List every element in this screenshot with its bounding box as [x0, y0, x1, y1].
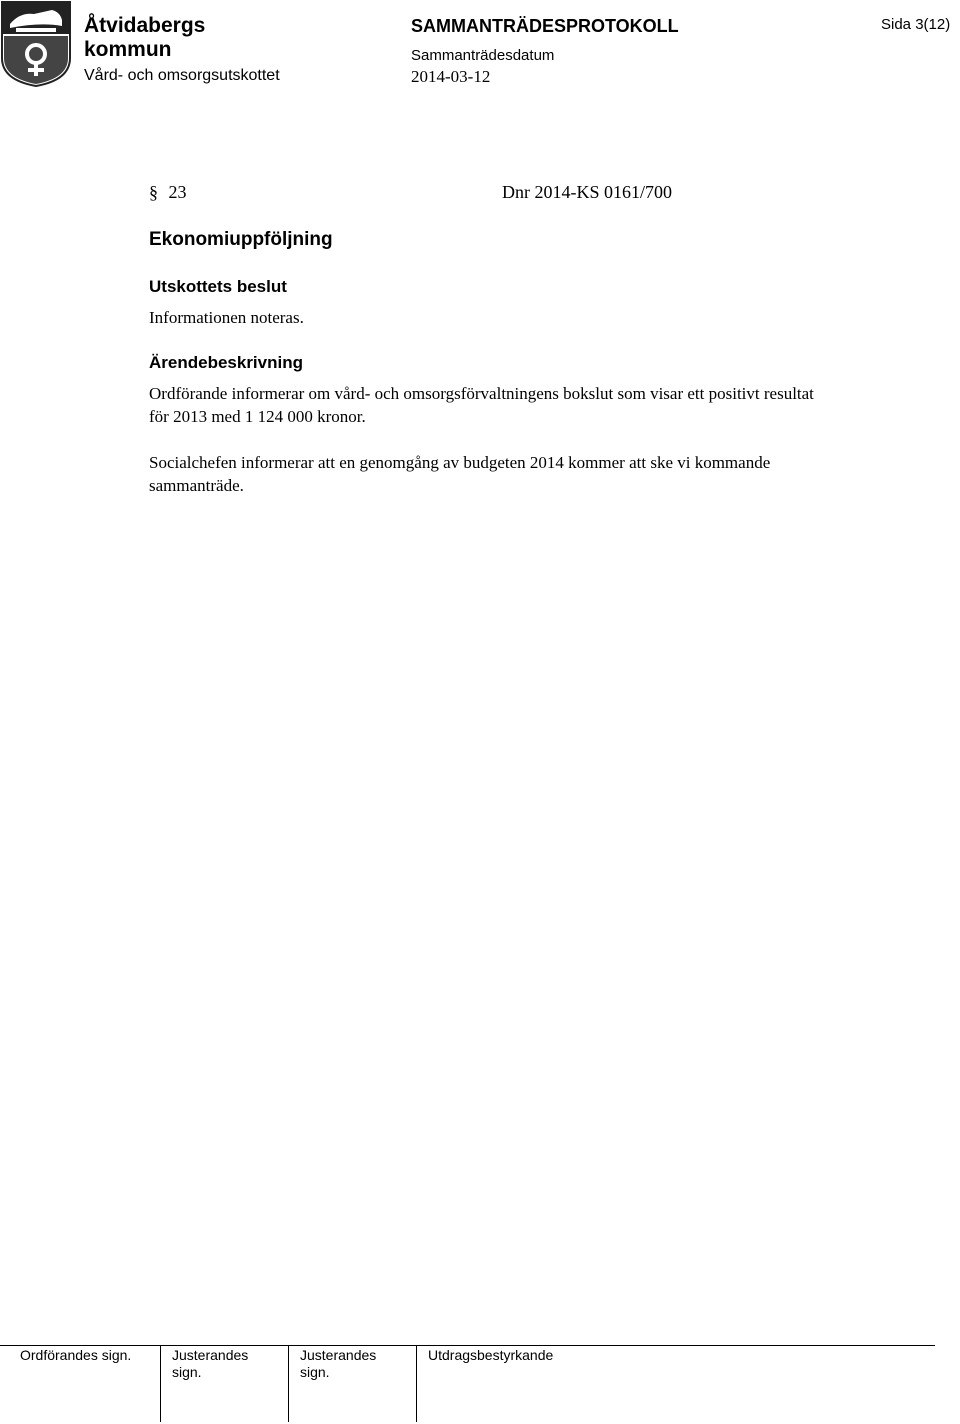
paragraph-symbol: §	[149, 182, 158, 202]
footer-cell-label: sign.	[300, 1364, 330, 1380]
footer-cell-label: Utdragsbestyrkande	[428, 1347, 554, 1363]
meeting-date-value: 2014-03-12	[411, 67, 491, 86]
paragraph-number-value: 23	[168, 182, 187, 202]
description-heading: Ärendebeskrivning	[149, 353, 303, 372]
page-number: Sida 3(12)	[881, 16, 951, 33]
description-paragraph: Socialchefen informerar att en genomgång av budgeten 2014 kommer att ske vi kommande sammanträde.	[149, 453, 771, 495]
footer-cell-label: Justerandes	[300, 1347, 377, 1363]
document-title: SAMMANTRÄDESPROTOKOLL	[411, 16, 679, 36]
diary-number: Dnr 2014-KS 0161/700	[502, 182, 672, 202]
item-title: Ekonomiuppföljning	[149, 229, 333, 250]
paragraph-number	[149, 181, 187, 203]
footer-cell-chair-sign: Ordförandes sign.	[20, 1347, 132, 1363]
description-paragraph: Ordförande informerar om vård- och omsorgsförvaltningens bokslut som visar ett positivt resultat för 2013 med 1 124 000 kronor.	[149, 384, 814, 426]
footer-cell-extract-certification	[416, 1346, 617, 1422]
committee-name: Vård- och omsorgsutskottet	[84, 67, 280, 84]
footer-cell-label: sign.	[172, 1364, 202, 1380]
decision-heading: Utskottets beslut	[149, 277, 287, 296]
footer-cell-adjuster1	[160, 1346, 289, 1422]
org-name-line2: kommun	[84, 38, 172, 61]
footer-cell-label: Justerandes	[172, 1347, 249, 1363]
meeting-date-label: Sammanträdesdatum	[411, 47, 555, 64]
org-name-line1: Åtvidabergs	[84, 14, 206, 37]
decision-text: Informationen noteras.	[149, 308, 304, 327]
municipal-coat-of-arms-icon	[0, 0, 72, 88]
footer-cell-adjuster2	[288, 1346, 417, 1422]
